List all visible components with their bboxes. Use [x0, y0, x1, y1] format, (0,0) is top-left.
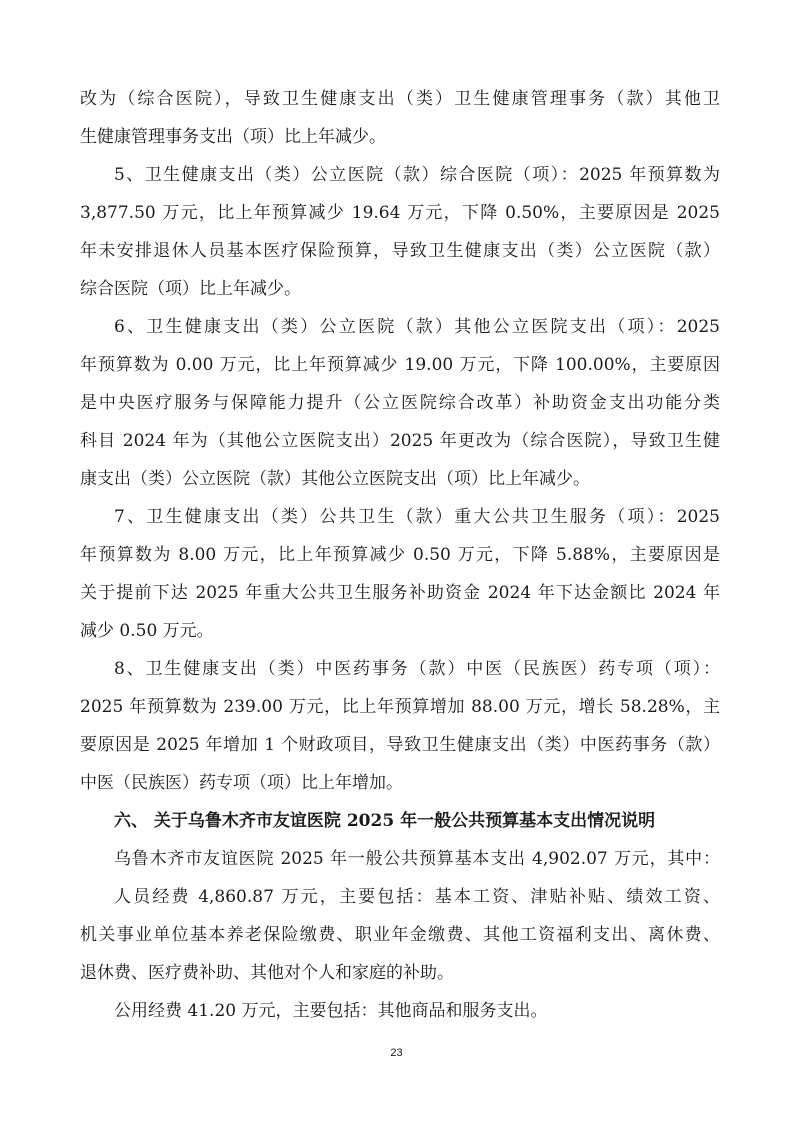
paragraph-line: 退休费、医疗费补助、其他对个人和家庭的补助。	[80, 963, 454, 983]
paragraph-line: 3,877.50 万元，比上年预算减少 19.64 万元，下降 0.50%，主要原因是 2025	[80, 203, 720, 223]
paragraph-line: 机关事业单位基本养老保险缴费、职业年金缴费、其他工资福利支出、离休费、	[80, 925, 720, 945]
paragraph-line: 是中央医疗服务与保障能力提升（公立医院综合改革）补助资金支出功能分类	[80, 393, 720, 413]
paragraph-line: 7、卫生健康支出（类）公共卫生（款）重大公共卫生服务（项）：2025	[114, 507, 720, 527]
paragraph-line: 5、卫生健康支出（类）公立医院（款）综合医院（项）：2025 年预算数为	[114, 165, 720, 185]
paragraph-line: 要原因是 2025 年增加 1 个财政项目，导致卫生健康支出（类）中医药事务（款）	[80, 735, 720, 755]
paragraph-line: 康支出（类）公立医院（款）其他公立医院支出（项）比上年减少。	[80, 469, 590, 489]
paragraph-line: 6、卫生健康支出（类）公立医院（款）其他公立医院支出（项）：2025	[114, 317, 720, 337]
paragraph-line: 年预算数为 0.00 万元，比上年预算减少 19.00 万元，下降 100.00%，主要原因	[80, 355, 720, 375]
paragraph-line: 年未安排退休人员基本医疗保险预算，导致卫生健康支出（类）公立医院（款）	[80, 241, 720, 261]
paragraph-line: 乌鲁木齐市友谊医院 2025 年一般公共预算基本支出 4,902.07 万元，其中：	[114, 849, 720, 869]
paragraph-line: 公用经费 41.20 万元，主要包括：其他商品和服务支出。	[114, 1001, 548, 1021]
paragraph-line: 改为（综合医院），导致卫生健康支出（类）卫生健康管理事务（款）其他卫	[80, 89, 720, 109]
paragraph-line: 关于提前下达 2025 年重大公共卫生服务补助资金 2024 年下达金额比 2024 年	[80, 583, 720, 603]
page-number: 23	[390, 1047, 403, 1059]
paragraph-line: 8、卫生健康支出（类）中医药事务（款）中医（民族医）药专项（项）：	[114, 659, 720, 679]
paragraph-line: 中医（民族医）药专项（项）比上年增加。	[80, 773, 403, 793]
paragraph-line: 年预算数为 8.00 万元，比上年预算减少 0.50 万元，下降 5.88%，主要原因是	[80, 545, 720, 565]
paragraph-line: 2025 年预算数为 239.00 万元，比上年预算增加 88.00 万元，增长 58.28%，主	[80, 697, 720, 717]
paragraph-line: 减少 0.50 万元。	[80, 621, 214, 641]
paragraph-line: 科目 2024 年为（其他公立医院支出）2025 年更改为（综合医院），导致卫生健	[80, 431, 720, 451]
paragraph-line: 综合医院（项）比上年减少。	[80, 279, 301, 299]
section-heading: 六、 关于乌鲁木齐市友谊医院 2025 年一般公共预算基本支出情况说明	[114, 811, 656, 831]
paragraph-line: 人员经费 4,860.87 万元，主要包括：基本工资、津贴补贴、绩效工资、	[114, 887, 720, 907]
paragraph-line: 生健康管理事务支出（项）比上年减少。	[80, 127, 386, 147]
